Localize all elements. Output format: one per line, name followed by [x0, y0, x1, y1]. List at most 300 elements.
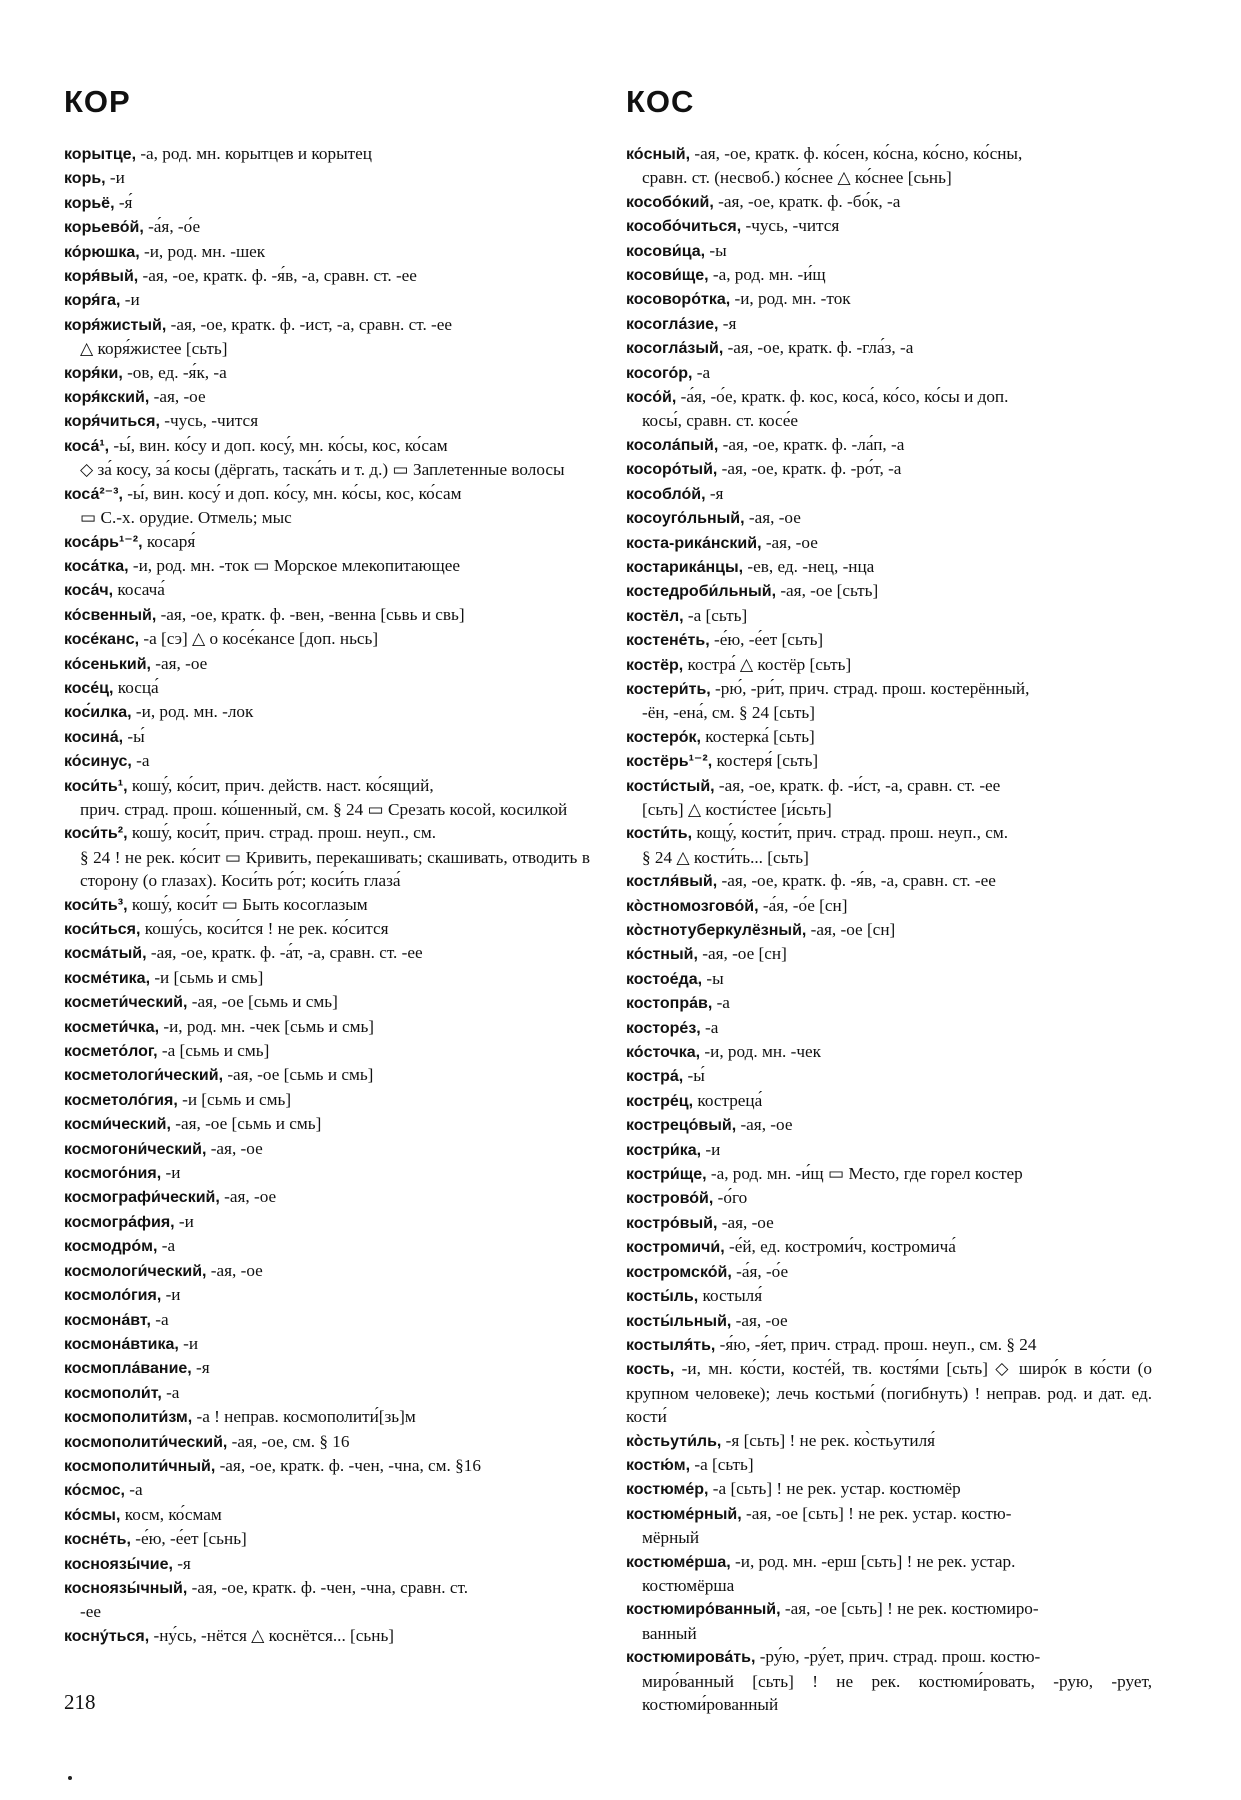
dictionary-entry — [64, 1576, 590, 1624]
entry-body: -а [сьмь и смь] — [157, 1041, 270, 1061]
headword: ко́сный, — [626, 146, 691, 163]
dictionary-entry — [626, 1645, 1152, 1716]
dictionary-entry — [626, 1550, 1152, 1598]
headword: ко́стный, — [626, 946, 698, 964]
headword: ко̀стьути́ль, — [626, 1432, 722, 1450]
entry-body: -а́я, -о́е — [731, 1261, 789, 1281]
dictionary-entry — [64, 917, 590, 941]
headword: костри́ка, — [626, 1141, 702, 1159]
dictionary-entry — [64, 990, 590, 1014]
dictionary-entry — [64, 240, 590, 264]
dictionary-entry — [64, 1552, 590, 1576]
dictionary-entry — [64, 1112, 590, 1136]
entry-body: -я́ю, -я́ет, прич. страд. прош. неуп., см. § 24 — [715, 1334, 1037, 1354]
entry-body: -а, род. мн. корытцев и корытец — [136, 144, 372, 163]
entry-body: косм, ко́смам — [120, 1504, 222, 1524]
entry-body: -ы — [702, 968, 724, 988]
headword: костопра́в, — [626, 995, 713, 1013]
dictionary-entry — [64, 1063, 590, 1087]
dictionary-entry — [626, 1235, 1152, 1259]
headword: ко́сточка, — [626, 1044, 701, 1062]
entry-continuation: △ коря́жистее [сьть] — [80, 339, 228, 359]
headword: косина́, — [64, 728, 124, 746]
entry-body: -а [сьть] — [683, 605, 748, 625]
dictionary-entry — [64, 1527, 590, 1551]
entry-body: -ы́ — [683, 1066, 705, 1086]
headword: коря́га, — [64, 292, 121, 310]
dictionary-entry — [64, 941, 590, 965]
entry-body: -и, род. мн. -ток ▭ Морское млекопитающее — [128, 555, 460, 575]
headword: косми́ческий, — [64, 1116, 171, 1134]
headword: костене́ть, — [626, 632, 710, 650]
entry-continuation: миро́ванный [сьть] ! не рек. костюми́ровать, -рую, -рует, костюми́рованный — [642, 1671, 1152, 1714]
entry-body: -чусь, -чится — [159, 411, 259, 431]
entry-body: кошу́, ко́сит, прич. действ. наст. ко́сящий, — [127, 775, 434, 795]
dictionary-entry — [64, 627, 590, 651]
headword: космодро́м, — [64, 1238, 158, 1256]
entry-body: косца́ — [113, 677, 159, 697]
headword: кос́илка, — [64, 704, 132, 722]
dictionary-entry — [64, 1161, 590, 1185]
entry-body: -ая, -ое, кратк. ф. -ро́т, -а — [717, 459, 902, 479]
dictionary-entry — [626, 239, 1152, 263]
dictionary-entry — [64, 288, 590, 312]
entry-body: -ы — [705, 240, 727, 260]
headword: коса́тка, — [64, 557, 129, 575]
dictionary-entry — [626, 1333, 1152, 1357]
right-column — [626, 142, 1152, 1716]
dictionary-entry — [626, 1089, 1152, 1113]
dictionary-entry — [626, 506, 1152, 530]
entry-body: -ну́сь, -нётся △ коснётся... [сьнь] — [149, 1625, 395, 1645]
entry-body: -а ! неправ. космополити́[зь]м — [192, 1407, 416, 1427]
dictionary-entry — [64, 554, 590, 578]
entry-body: -ая, -ое [сьмь и смь] — [187, 992, 338, 1012]
entry-body: -а — [150, 1309, 169, 1329]
entry-body: -ая, -ое, см. § 16 — [227, 1431, 350, 1451]
dictionary-entry — [64, 676, 590, 700]
entry-body: косача́ — [113, 580, 165, 600]
headword: космополити́зм, — [64, 1409, 193, 1427]
dictionary-entry — [626, 1113, 1152, 1137]
dictionary-entry — [64, 409, 590, 433]
entry-body: -и — [105, 168, 125, 188]
running-head-right: КОС — [626, 84, 695, 119]
headword: коси́ть², — [64, 825, 128, 843]
headword: кострово́й, — [626, 1190, 714, 1208]
dictionary-entry — [64, 1405, 590, 1429]
headword: косты́ль, — [626, 1288, 699, 1306]
entry-body: -ев, ед. -нец, -нца — [743, 556, 875, 576]
entry-body: -а́я, -о́е — [143, 217, 201, 237]
headword: кости́ть, — [626, 825, 693, 843]
headword: косоро́тый, — [626, 461, 718, 479]
entry-body: кошу́, коси́т ▭ Быть косоглазым — [127, 894, 368, 914]
entry-body: -и, род. мн. -чек — [700, 1042, 821, 1062]
headword: косогла́зие, — [626, 315, 719, 333]
entry-body: -и [сьмь и смь] — [150, 967, 264, 987]
headword: ко́свенный, — [64, 606, 157, 624]
dictionary-entry — [64, 1356, 590, 1380]
entry-continuation: -ее — [80, 1602, 101, 1622]
entry-body: -ая, -ое, кратк. ф. -а́т, -а, сравн. ст. -ее — [146, 943, 423, 963]
headword: костедроби́льный, — [626, 583, 777, 601]
entry-body: -а [сэ] △ о косе́кансе [доп. ньсь] — [139, 629, 379, 649]
dictionary-entry — [64, 530, 590, 554]
dictionary-entry — [626, 942, 1152, 966]
headword: космето́лог, — [64, 1043, 158, 1061]
dictionary-entry — [626, 1186, 1152, 1210]
headword: костюме́рша, — [626, 1553, 731, 1571]
headword: космополити́чный, — [64, 1457, 216, 1475]
entry-continuation: ◇ за́ косу, за́ косы (дёргать, таска́ть и т. д.) ▭ Заплетенные волосы — [80, 460, 565, 480]
entry-body: костра́ △ костёр [сьть] — [683, 654, 852, 674]
dictionary-entry — [626, 1453, 1152, 1477]
entry-body: -ая, -ое — [736, 1115, 793, 1135]
dictionary-entry — [64, 1478, 590, 1502]
dictionary-entry — [64, 774, 590, 822]
entry-body: -рю́, -ри́т, прич. страд. прош. костерённый, — [710, 678, 1030, 698]
dictionary-entry — [626, 821, 1152, 869]
dictionary-entry — [64, 361, 590, 385]
entry-body: -ая, -ое, кратк. ф. -чен, -чна, см. §16 — [215, 1455, 481, 1475]
headword: костёр, — [626, 656, 684, 674]
dictionary-entry — [64, 1454, 590, 1478]
headword: космополити́ческий, — [64, 1433, 228, 1451]
headword: космографи́ческий, — [64, 1189, 220, 1207]
headword: косови́ца, — [626, 242, 706, 260]
headword: косметоло́гия, — [64, 1091, 178, 1109]
dictionary-entry — [64, 603, 590, 627]
headword: коря́вый, — [64, 268, 139, 286]
headword: корьево́й, — [64, 219, 144, 237]
dictionary-entry — [64, 166, 590, 190]
print-speck — [68, 1776, 72, 1780]
dictionary-entry — [626, 1040, 1152, 1064]
headword: ко̀стнотуберкулёзный, — [626, 922, 807, 939]
dictionary-entry — [626, 1597, 1152, 1645]
entry-body: -и, род. мн. -лок — [131, 702, 254, 722]
headword: косне́ть, — [64, 1531, 131, 1549]
dictionary-entry — [626, 190, 1152, 214]
headword: косоуго́льный, — [626, 510, 745, 528]
dictionary-entry — [64, 191, 590, 215]
headword: костро́вый, — [626, 1214, 718, 1232]
headword: коря́кский, — [64, 389, 150, 407]
headword: косо́й, — [626, 389, 677, 407]
dictionary-entry — [626, 287, 1152, 311]
entry-continuation: мёрный — [642, 1528, 700, 1548]
entry-body: -а [сьть] — [690, 1454, 754, 1474]
entry-body: -а — [157, 1236, 176, 1256]
entry-body: -а́я, -о́е, кратк. ф. кос, коса́, ко́со, ко́сы и доп. — [676, 387, 1009, 407]
headword: коса́²⁻³, — [64, 485, 123, 503]
entry-body: -и — [174, 1211, 194, 1231]
headword: костое́да, — [626, 970, 703, 988]
entry-body: -а, род. мн. -и́щ — [708, 265, 826, 285]
dictionary-entry — [626, 653, 1152, 677]
dictionary-entry — [626, 918, 1152, 942]
dictionary-entry — [626, 1284, 1152, 1308]
dictionary-entry — [626, 677, 1152, 725]
dictionary-entry — [626, 1162, 1152, 1186]
dictionary-entry — [626, 1477, 1152, 1501]
entry-body: -и, род. мн. -ерш [сьть] ! не рек. устар. — [730, 1551, 1016, 1571]
entry-continuation: ▭ С.-х. орудие. Отмель; мыс — [80, 508, 292, 528]
dictionary-entry — [64, 385, 590, 409]
dictionary-entry — [626, 531, 1152, 555]
entry-body: кощу́, кости́т, прич. страд. прош. неуп., см. — [692, 823, 1008, 843]
dictionary-entry — [64, 725, 590, 749]
entry-body: кошу́, коси́т, прич. страд. прош. неуп., см. — [127, 823, 436, 843]
dictionary-entry — [64, 313, 590, 361]
headword: космого́ния, — [64, 1165, 162, 1183]
page-number: 218 — [64, 1690, 96, 1714]
dictionary-entry — [626, 1260, 1152, 1284]
entry-body: -ая, -ое [сн] — [697, 944, 787, 964]
entry-continuation: сравн. ст. (несвоб.) ко́снее △ ко́снее [сьнь] — [642, 168, 952, 188]
headword: корь, — [64, 170, 106, 188]
headword: коря́ки, — [64, 364, 123, 382]
headword: косе́канс, — [64, 631, 140, 649]
entry-body: костреца́ — [693, 1090, 763, 1110]
dictionary-entry — [64, 1624, 590, 1648]
headword: костромско́й, — [626, 1263, 732, 1281]
entry-body: -ая, -ое, кратк. ф. ко́сен, ко́сна, ко́сно, ко́сны, — [690, 144, 1023, 163]
entry-body: -и — [178, 1333, 199, 1353]
headword: космогра́фия, — [64, 1213, 175, 1231]
entry-body: -ы́ — [123, 726, 145, 746]
headword: костра́, — [626, 1068, 684, 1086]
headword: костюме́р, — [626, 1481, 709, 1499]
headword: косогла́зый, — [626, 340, 724, 358]
headword: кость, — [626, 1361, 675, 1379]
entry-body: костерка́ [сьть] — [701, 726, 815, 746]
dictionary-entry — [626, 1429, 1152, 1453]
entry-body: -и — [701, 1139, 721, 1159]
entry-body: -и, мн. ко́сти, косте́й, тв. костя́ми [сьть] ◇ широ́к в ко́сти (о крупном человеке); лечь костьми́ (погибнуть) ! неправ. род. и дат. ед. кости́ — [626, 1359, 1152, 1427]
entry-body: -ы́, вин. ко́су и доп. косу́, мн. ко́сы, кос, ко́сам — [109, 435, 448, 455]
entry-body: кошу́сь, коси́тся ! не рек. ко́сится — [140, 919, 389, 938]
entry-body: -ая, -ое [сн] — [806, 920, 896, 939]
dictionary-entry — [626, 579, 1152, 603]
entry-body: -е́ю, -е́ет [сьть] — [709, 630, 824, 650]
entry-body: -ая, -ое, кратк. ф. -чен, -чна, сравн. ст. — [187, 1577, 469, 1597]
headword: ко́смос, — [64, 1482, 125, 1500]
dictionary-entry — [64, 821, 590, 892]
entry-body: -чусь, -чится — [741, 216, 840, 236]
dictionary-entry — [64, 1039, 590, 1063]
entry-body: -ая, -ое — [731, 1310, 788, 1330]
entry-continuation: ванный — [642, 1623, 697, 1643]
headword: косноязы́чный, — [64, 1579, 188, 1597]
entry-body: -и, род. мн. -чек [сьмь и смь] — [159, 1016, 375, 1036]
headword: косну́ться, — [64, 1627, 150, 1645]
entry-body: -ая, -ое, кратк. ф. -я́в, -а, сравн. ст. -ее — [138, 266, 417, 286]
dictionary-entry — [64, 966, 590, 990]
dictionary-entry — [626, 385, 1152, 433]
dictionary-entry — [64, 1259, 590, 1283]
entry-body: -я́ — [114, 192, 133, 212]
headword: космологи́ческий, — [64, 1262, 207, 1280]
entry-continuation: § 24 △ кости́ть... [сьть] — [642, 847, 809, 867]
entry-body: -и — [120, 290, 140, 310]
dictionary-entry — [64, 700, 590, 724]
entry-continuation: косы́, сравн. ст. косе́е — [642, 411, 799, 431]
dictionary-entry — [626, 991, 1152, 1015]
entry-body: -и — [161, 1163, 181, 1183]
entry-body: -и, род. мн. -ток — [730, 289, 851, 309]
headword: кособо́читься, — [626, 218, 742, 236]
entry-body: -е́й, ед. костроми́ч, костромича́ — [724, 1237, 956, 1257]
entry-body: -ая, -ое [сьмь и смь] — [170, 1114, 322, 1134]
entry-body: -о́го — [713, 1188, 748, 1208]
entry-body: -ая, -ое, кратк. ф. -ист, -а, сравн. ст. -ее — [166, 314, 453, 334]
headword: коста-рика́нский, — [626, 534, 762, 552]
entry-body: -ая, -ое, кратк. ф. -и́ст, -а, сравн. ст. -ее — [714, 775, 1001, 795]
headword: космогони́ческий, — [64, 1140, 207, 1158]
headword: косма́тый, — [64, 945, 147, 963]
entry-body: -ая, -ое — [206, 1260, 263, 1280]
headword: косноязы́чие, — [64, 1555, 173, 1573]
dictionary-entry — [64, 482, 590, 530]
entry-body: -а — [700, 1017, 719, 1037]
entry-body: -ая, -ое — [149, 387, 206, 407]
dictionary-entry — [626, 1211, 1152, 1235]
headword: ко́рюшка, — [64, 243, 140, 261]
headword: костыля́ть, — [626, 1336, 716, 1354]
dictionary-entry — [626, 869, 1152, 893]
entry-continuation: -ён, -ена́, см. § 24 [сьть] — [642, 703, 815, 723]
headword: косты́льный, — [626, 1312, 732, 1330]
headword: космона́втика, — [64, 1335, 179, 1353]
dictionary-entry — [64, 1283, 590, 1307]
headword: коси́ться, — [64, 921, 141, 938]
dictionary-entry — [64, 1430, 590, 1454]
entry-body: -я — [705, 483, 724, 503]
headword: кострецо́вый, — [626, 1117, 737, 1135]
dictionary-entry — [64, 215, 590, 239]
headword: костери́ть, — [626, 680, 711, 698]
entry-body: -я — [172, 1553, 191, 1573]
dictionary-entry — [64, 1503, 590, 1527]
entry-body: -и — [161, 1285, 181, 1305]
entry-body: -ая, -ое, кратк. ф. -гла́з, -а — [723, 338, 914, 358]
entry-body: -ая, -ое, кратк. ф. -ла́п, -а — [718, 434, 905, 454]
headword: костёрь¹⁻², — [626, 753, 713, 771]
headword: косе́ц, — [64, 679, 114, 697]
headword: ко́смы, — [64, 1506, 121, 1524]
dictionary-entry — [64, 1088, 590, 1112]
entry-body: -ая, -ое — [151, 653, 208, 673]
entry-continuation: [сьть] △ кости́стее [и́сьть] — [642, 799, 832, 819]
entry-body: -ая, -ое [сьть] ! не рек. устар. костю- — [741, 1503, 1012, 1523]
headword: косторе́з, — [626, 1019, 701, 1037]
headword: костю́м, — [626, 1456, 691, 1474]
entry-body: -а — [712, 993, 730, 1013]
dictionary-entry — [64, 749, 590, 773]
dictionary-entry — [626, 336, 1152, 360]
entry-continuation: § 24 ! не рек. ко́сит ▭ Кривить, перекашивать; скашивать, отводить в сторону (о глазах). Коси́ть ро́т; коси́ть глаза́ — [80, 847, 590, 891]
dictionary-entry — [64, 142, 590, 166]
headword: ко́сенький, — [64, 655, 151, 673]
entry-body: -я — [718, 313, 737, 333]
entry-body: -ая, -ое [сьмь и смь] — [223, 1065, 374, 1085]
dictionary-entry — [626, 1502, 1152, 1550]
headword: кости́стый, — [626, 777, 715, 795]
entry-body: -а — [692, 362, 711, 382]
dictionary-entry — [626, 433, 1152, 457]
entry-body: -е́ю, -е́ет [сьнь] — [130, 1529, 247, 1549]
entry-body: -ая, -ое — [717, 1212, 774, 1232]
headword: коса́рь¹⁻², — [64, 533, 143, 551]
entry-body: -ая, -ое, кратк. ф. -вен, -венна [сьвь и свь] — [156, 604, 465, 624]
entry-body: -ая, -ое — [744, 508, 801, 528]
headword: кособло́й, — [626, 485, 706, 503]
entry-body: -а [сьть] ! не рек. устар. костюмёр — [708, 1479, 961, 1499]
dictionary-entry — [626, 482, 1152, 506]
dictionary-entry — [626, 1016, 1152, 1040]
dictionary-entry — [626, 628, 1152, 652]
entry-body: -а — [125, 1480, 143, 1500]
headword: коси́ть¹, — [64, 777, 128, 795]
dictionary-entry — [64, 578, 590, 602]
entry-body: -ая, -ое, кратк. ф. -я́в, -а, сравн. ст. -ее — [717, 871, 996, 891]
entry-body: -ая, -ое — [219, 1187, 277, 1207]
entry-body: -ы́, вин. косу́ и доп. ко́су, мн. ко́сы, кос, ко́сам — [122, 483, 462, 503]
dictionary-entry — [64, 1381, 590, 1405]
dictionary-entry — [626, 749, 1152, 773]
entry-body: -ру́ю, -ру́ет, прич. страд. прош. костю- — [755, 1647, 1041, 1667]
headword: корьё, — [64, 194, 115, 212]
entry-body: -и, род. мн. -шек — [139, 241, 266, 261]
dictionary-entry — [64, 264, 590, 288]
headword: костюме́рный, — [626, 1505, 742, 1523]
left-column — [64, 142, 590, 1648]
entry-body: -ая, -ое — [761, 532, 818, 552]
dictionary-entry — [64, 1185, 590, 1209]
dictionary-entry — [626, 1357, 1152, 1428]
headword: коса́ч, — [64, 582, 114, 600]
headword: космети́ческий, — [64, 994, 188, 1012]
headword: костеро́к, — [626, 728, 701, 746]
entry-body: -ая, -ое [сьть] — [776, 581, 879, 601]
entry-body: -а — [131, 751, 150, 771]
headword: костарика́нцы, — [626, 558, 744, 576]
entry-body: -я [сьть] ! не рек. ко̀стьутиля́ — [721, 1430, 936, 1450]
headword: коря́жистый, — [64, 316, 167, 334]
dictionary-entry — [64, 1308, 590, 1332]
entry-body: -а — [161, 1382, 180, 1402]
dictionary-entry — [626, 361, 1152, 385]
dictionary-entry — [626, 457, 1152, 481]
headword: костри́ще, — [626, 1166, 707, 1184]
dictionary-entry — [626, 142, 1152, 190]
entry-body: костыля́ — [698, 1286, 763, 1306]
headword: коса́¹, — [64, 437, 110, 455]
headword: костюмирова́ть, — [626, 1649, 756, 1667]
headword: коси́ть³, — [64, 896, 128, 914]
dictionary-entry — [64, 434, 590, 482]
headword: космоло́гия, — [64, 1287, 162, 1305]
headword: космопла́вание, — [64, 1360, 192, 1378]
headword: кособо́кий, — [626, 193, 714, 211]
dictionary-entry — [64, 1015, 590, 1039]
dictionary-entry — [626, 1309, 1152, 1333]
headword: ко̀стномозгово́й, — [626, 897, 759, 915]
dictionary-entry — [64, 1210, 590, 1234]
entry-body: -ая, -ое, кратк. ф. -бо́к, -а — [713, 191, 901, 211]
